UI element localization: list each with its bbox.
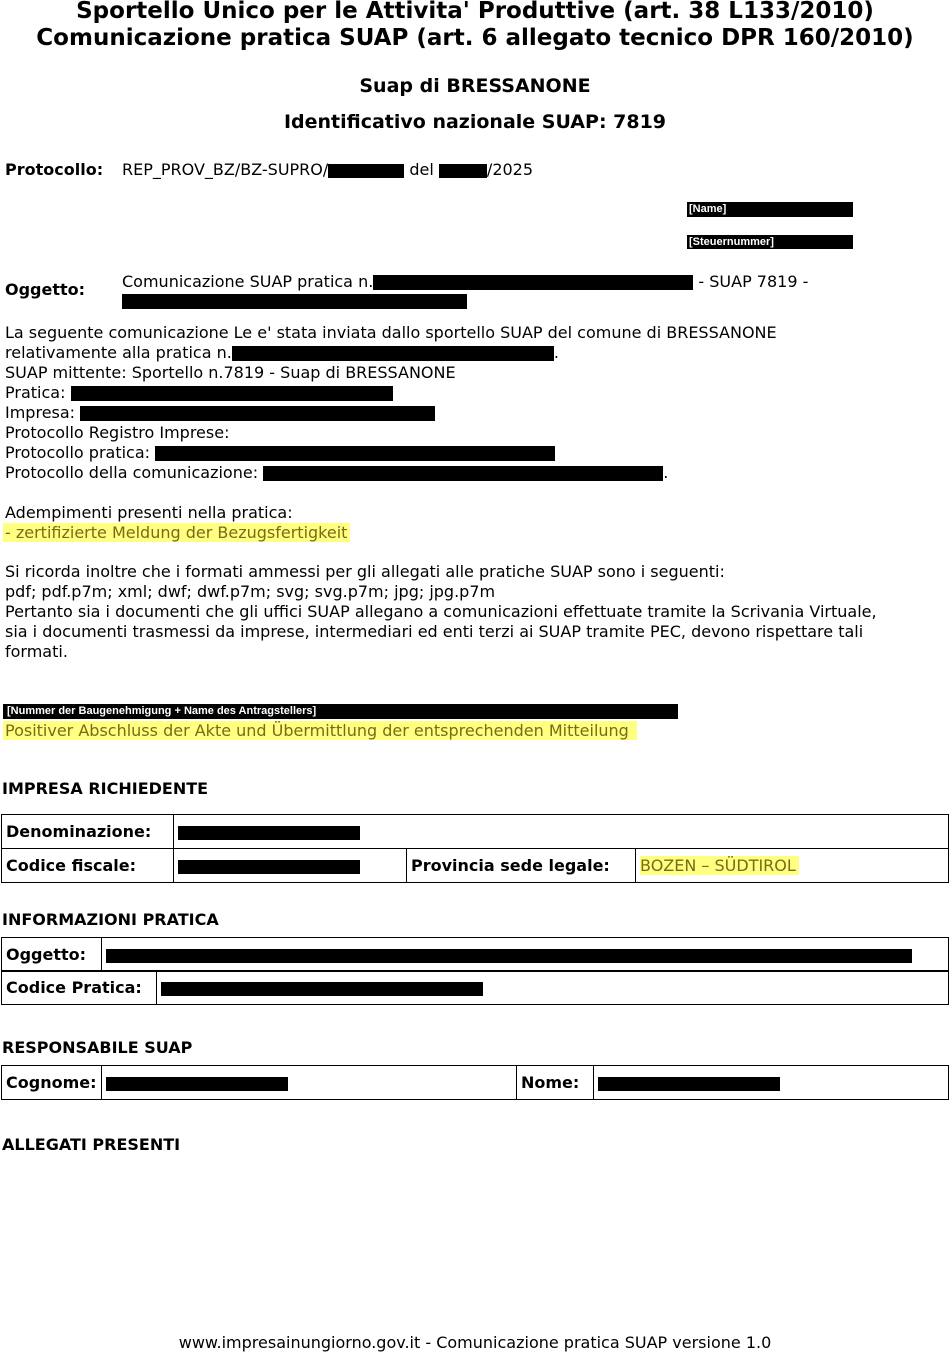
impresa-richiedente-table bbox=[1, 814, 949, 883]
oggetto-suffix: - SUAP 7819 - bbox=[698, 272, 809, 291]
oggetto-prefix: Comunicazione SUAP pratica n. bbox=[122, 272, 374, 291]
redacted-protocol-date bbox=[439, 164, 487, 178]
responsabile-suap-heading: RESPONSABILE SUAP bbox=[2, 1038, 193, 1057]
esito-text: Positiver Abschluss der Akte und Übermittlung der entsprechenden Mitteilung bbox=[3, 721, 637, 740]
nome-label: Nome: bbox=[517, 1066, 594, 1100]
redacted-codice-fiscale bbox=[178, 860, 360, 874]
pratica-line bbox=[5, 383, 393, 403]
protocollo-year: /2025 bbox=[486, 160, 534, 179]
informazioni-pratica-table-oggetto bbox=[1, 937, 949, 972]
table-row bbox=[2, 938, 949, 972]
impresa-richiedente-heading: IMPRESA RICHIEDENTE bbox=[2, 779, 209, 798]
pratica-label: Pratica: bbox=[5, 383, 66, 402]
table-row bbox=[2, 815, 949, 849]
responsabile-suap-table bbox=[1, 1065, 949, 1100]
nome-value bbox=[594, 1066, 949, 1100]
adempimento-item bbox=[3, 523, 350, 543]
prot-registro-imprese: Protocollo Registro Imprese: bbox=[5, 423, 230, 442]
prot-comunicazione-line bbox=[5, 463, 668, 483]
redacted-pratica-ref bbox=[232, 346, 554, 361]
denominazione-label: Denominazione: bbox=[2, 815, 174, 849]
suap-mittente: SUAP mittente: Sportello n.7819 - Suap di BRESSANONE bbox=[5, 363, 456, 382]
informazioni-pratica-heading: INFORMAZIONI PRATICA bbox=[2, 910, 219, 929]
prot-comunicazione-label: Protocollo della comunicazione: bbox=[5, 463, 259, 482]
cognome-value bbox=[102, 1066, 517, 1100]
codice-fiscale-value bbox=[174, 849, 407, 883]
redacted-cognome bbox=[106, 1077, 288, 1091]
body-line2 bbox=[5, 343, 559, 363]
denominazione-value bbox=[174, 815, 949, 849]
body-line1: La seguente comunicazione Le e' stata inviata dallo sportello SUAP del comune di BRESSANONE bbox=[5, 323, 777, 342]
formati-line4: sia i documenti trasmessi da imprese, intermediari ed enti terzi ai SUAP tramite PEC, devono rispettare tali bbox=[5, 622, 864, 641]
formati-line2: pdf; pdf.p7m; xml; dwf; dwf.p7m; svg; svg.p7m; jpg; jpg.p7m bbox=[5, 582, 496, 601]
steuernummer-placeholder-tag: [Steuernummer] bbox=[687, 235, 853, 249]
prot-pratica-line bbox=[5, 443, 555, 463]
redacted-prot-comunicazione bbox=[263, 466, 663, 481]
provincia-value bbox=[636, 849, 949, 883]
protocollo-prefix: REP_PROV_BZ/BZ-SUPRO/ bbox=[122, 160, 329, 179]
redacted-pratica bbox=[71, 386, 393, 401]
redacted-codice-pratica bbox=[161, 982, 483, 996]
table-row bbox=[2, 971, 949, 1005]
name-placeholder-tag: [Name] bbox=[687, 202, 853, 217]
codice-pratica-label: Codice Pratica: bbox=[2, 971, 157, 1005]
cognome-label: Cognome: bbox=[2, 1066, 102, 1100]
provincia-value-text: BOZEN – SÜDTIROL bbox=[640, 856, 799, 875]
document-title-line2: Comunicazione pratica SUAP (art. 6 allegato tecnico DPR 160/2010) bbox=[36, 25, 914, 51]
redacted-impresa bbox=[80, 406, 435, 421]
page-footer: www.impresainungiorno.gov.it - Comunicazione pratica SUAP versione 1.0 bbox=[178, 1333, 772, 1352]
protocollo-label: Protocollo: bbox=[5, 160, 104, 179]
baugenehmigung-placeholder-tag: [Nummer der Baugenehmigung + Name des Antragstellers] bbox=[3, 704, 678, 719]
allegati-presenti-heading: ALLEGATI PRESENTI bbox=[2, 1135, 181, 1154]
formati-line5: formati. bbox=[5, 642, 68, 661]
body-line2-text: relativamente alla pratica n. bbox=[5, 343, 232, 362]
codice-pratica-value bbox=[157, 971, 949, 1005]
suap-national-id: Identificativo nazionale SUAP: 7819 bbox=[283, 111, 667, 133]
protocollo-del: del bbox=[409, 160, 434, 179]
redacted-nome bbox=[598, 1077, 780, 1091]
protocollo-value bbox=[122, 160, 533, 180]
impresa-label: Impresa: bbox=[5, 403, 76, 422]
redacted-denominazione bbox=[178, 826, 360, 840]
document-title-line1: Sportello Unico per le Attivita' Produttive (art. 38 L133/2010) bbox=[76, 0, 874, 24]
formati-line3: Pertanto sia i documenti che gli uffici SUAP allegano a comunicazioni effettuate tramite la Scrivania Virtuale, bbox=[5, 602, 877, 621]
prot-pratica-label: Protocollo pratica: bbox=[5, 443, 151, 462]
redacted-pratica-number bbox=[373, 275, 693, 290]
suap-name: Suap di BRESSANONE bbox=[359, 75, 591, 97]
table-row bbox=[2, 849, 949, 883]
informazioni-pratica-table-codice bbox=[1, 970, 949, 1005]
redacted-protocol-number bbox=[328, 164, 404, 178]
formati-line1: Si ricorda inoltre che i formati ammessi per gli allegati alle pratiche SUAP sono i seguenti: bbox=[5, 562, 725, 581]
info-oggetto-value bbox=[102, 938, 949, 972]
redacted-oggetto-line2 bbox=[122, 294, 467, 309]
body-line2-period: . bbox=[553, 343, 559, 362]
codice-fiscale-label: Codice fiscale: bbox=[2, 849, 174, 883]
table-row bbox=[2, 1066, 949, 1100]
provincia-label: Provincia sede legale: bbox=[407, 849, 636, 883]
impresa-line bbox=[5, 403, 435, 423]
oggetto-line1 bbox=[122, 272, 808, 292]
redacted-prot-pratica bbox=[155, 446, 555, 461]
adempimento-item-text: - zertifizierte Meldung der Bezugsfertigkeit bbox=[3, 523, 350, 542]
prot-comunicazione-period: . bbox=[663, 463, 669, 482]
info-oggetto-label: Oggetto: bbox=[2, 938, 102, 972]
adempimenti-heading: Adempimenti presenti nella pratica: bbox=[5, 503, 293, 522]
oggetto-label: Oggetto: bbox=[5, 280, 86, 299]
redacted-info-oggetto bbox=[106, 949, 912, 963]
esito-line bbox=[3, 721, 637, 741]
